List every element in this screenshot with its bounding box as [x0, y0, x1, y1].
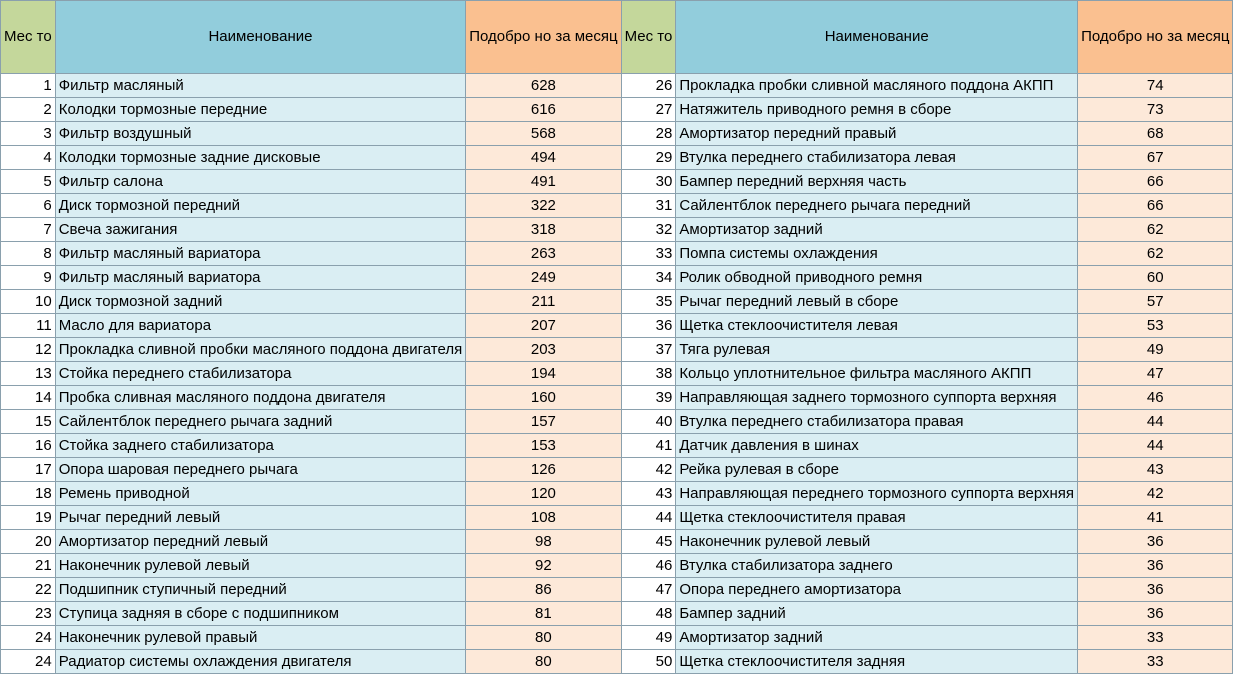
header-row: [1, 1, 1233, 74]
left-name-cell[interactable]: Колодки тормозные задние дисковые: [55, 146, 465, 170]
right-name-cell[interactable]: Амортизатор задний: [676, 626, 1078, 650]
left-place-cell[interactable]: 6: [1, 194, 56, 218]
header-count-right[interactable]: [1078, 1, 1233, 74]
right-place-cell[interactable]: 34: [621, 266, 676, 290]
right-count-cell[interactable]: 49: [1078, 338, 1233, 362]
left-place-cell[interactable]: 18: [1, 482, 56, 506]
right-name-cell[interactable]: Помпа системы охлаждения: [676, 242, 1078, 266]
right-count-cell[interactable]: 33: [1078, 626, 1233, 650]
table-body: [1, 74, 1233, 674]
left-name-cell[interactable]: Диск тормозной задний: [55, 290, 465, 314]
table-row: [1, 146, 1233, 170]
left-place-cell[interactable]: 23: [1, 602, 56, 626]
right-name-cell[interactable]: Щетка стеклоочистителя левая: [676, 314, 1078, 338]
right-place-cell[interactable]: 32: [621, 218, 676, 242]
header-name-label: Наименование: [824, 28, 929, 45]
left-name-cell[interactable]: Фильтр масляный: [55, 74, 465, 98]
left-name-cell[interactable]: Фильтр масляный вариатора: [55, 242, 465, 266]
right-name-cell[interactable]: Наконечник рулевой левый: [676, 530, 1078, 554]
left-count-cell[interactable]: 322: [466, 194, 621, 218]
left-count-cell[interactable]: 120: [466, 482, 621, 506]
right-name-cell[interactable]: Втулка переднего стабилизатора правая: [676, 410, 1078, 434]
table-row: [1, 218, 1233, 242]
table-row: [1, 650, 1233, 674]
right-name-cell[interactable]: Кольцо уплотнительное фильтра масляного АКПП: [676, 362, 1078, 386]
right-place-cell[interactable]: 36: [621, 314, 676, 338]
right-place-cell[interactable]: 44: [621, 506, 676, 530]
left-name-cell[interactable]: Фильтр салона: [55, 170, 465, 194]
right-name-cell[interactable]: Амортизатор задний: [676, 218, 1078, 242]
left-count-cell[interactable]: 157: [466, 410, 621, 434]
right-name-cell[interactable]: Ролик обводной приводного ремня: [676, 266, 1078, 290]
right-count-cell[interactable]: 67: [1078, 146, 1233, 170]
right-place-cell[interactable]: 37: [621, 338, 676, 362]
header-place[interactable]: [1, 1, 56, 74]
header-place-label: Мес то: [624, 28, 673, 45]
right-place-cell[interactable]: 33: [621, 242, 676, 266]
left-count-cell[interactable]: 249: [466, 266, 621, 290]
right-place-cell[interactable]: 31: [621, 194, 676, 218]
right-name-cell[interactable]: Бампер передний верхняя часть: [676, 170, 1078, 194]
left-name-cell[interactable]: Колодки тормозные передние: [55, 98, 465, 122]
left-place-cell[interactable]: 4: [1, 146, 56, 170]
right-place-cell[interactable]: 39: [621, 386, 676, 410]
table-row: [1, 506, 1233, 530]
left-name-cell[interactable]: Свеча зажигания: [55, 218, 465, 242]
left-place-cell[interactable]: 16: [1, 434, 56, 458]
header-place-right[interactable]: [621, 1, 676, 74]
left-name-cell[interactable]: Рычаг передний левый: [55, 506, 465, 530]
left-name-cell[interactable]: Подшипник ступичный передний: [55, 578, 465, 602]
table-row: [1, 290, 1233, 314]
left-name-cell[interactable]: Наконечник рулевой левый: [55, 554, 465, 578]
left-count-cell[interactable]: 318: [466, 218, 621, 242]
right-count-cell[interactable]: 68: [1078, 122, 1233, 146]
left-place-cell[interactable]: 17: [1, 458, 56, 482]
right-place-cell[interactable]: 38: [621, 362, 676, 386]
left-count-cell[interactable]: 494: [466, 146, 621, 170]
left-place-cell[interactable]: 7: [1, 218, 56, 242]
left-name-cell[interactable]: Наконечник рулевой правый: [55, 626, 465, 650]
right-place-cell[interactable]: 50: [621, 650, 676, 674]
left-count-cell[interactable]: 81: [466, 602, 621, 626]
table-row: [1, 242, 1233, 266]
left-place-cell[interactable]: 9: [1, 266, 56, 290]
right-name-cell[interactable]: Опора переднего амортизатора: [676, 578, 1078, 602]
right-place-cell[interactable]: 43: [621, 482, 676, 506]
right-count-cell[interactable]: 66: [1078, 170, 1233, 194]
left-count-cell[interactable]: 86: [466, 578, 621, 602]
left-count-cell[interactable]: 211: [466, 290, 621, 314]
right-name-cell[interactable]: Тяга рулевая: [676, 338, 1078, 362]
right-place-cell[interactable]: 49: [621, 626, 676, 650]
right-count-cell[interactable]: 42: [1078, 482, 1233, 506]
left-name-cell[interactable]: Стойка переднего стабилизатора: [55, 362, 465, 386]
left-place-cell[interactable]: 19: [1, 506, 56, 530]
right-place-cell[interactable]: 41: [621, 434, 676, 458]
left-name-cell[interactable]: Радиатор системы охлаждения двигателя: [55, 650, 465, 674]
left-count-cell[interactable]: 616: [466, 98, 621, 122]
left-count-cell[interactable]: 194: [466, 362, 621, 386]
table-row: [1, 578, 1233, 602]
header-name-label: Наименование: [208, 28, 313, 45]
table-row: [1, 482, 1233, 506]
left-place-cell[interactable]: 10: [1, 290, 56, 314]
right-count-cell[interactable]: 36: [1078, 602, 1233, 626]
left-count-cell[interactable]: 568: [466, 122, 621, 146]
table-row: [1, 362, 1233, 386]
right-place-cell[interactable]: 40: [621, 410, 676, 434]
table-row: [1, 386, 1233, 410]
left-count-cell[interactable]: 203: [466, 338, 621, 362]
left-name-cell[interactable]: Ступица задняя в сборе с подшипником: [55, 602, 465, 626]
right-place-cell[interactable]: 35: [621, 290, 676, 314]
left-name-cell[interactable]: Сайлентблок переднего рычага задний: [55, 410, 465, 434]
left-name-cell[interactable]: Стойка заднего стабилизатора: [55, 434, 465, 458]
left-count-cell[interactable]: 80: [466, 650, 621, 674]
left-count-cell[interactable]: 160: [466, 386, 621, 410]
left-count-cell[interactable]: 80: [466, 626, 621, 650]
right-name-cell[interactable]: Прокладка пробки сливной масляного поддона АКПП: [676, 74, 1078, 98]
left-place-cell[interactable]: 8: [1, 242, 56, 266]
left-place-cell[interactable]: 13: [1, 362, 56, 386]
left-name-cell[interactable]: Диск тормозной передний: [55, 194, 465, 218]
table-row: [1, 410, 1233, 434]
left-count-cell[interactable]: 263: [466, 242, 621, 266]
left-place-cell[interactable]: 2: [1, 98, 56, 122]
right-place-cell[interactable]: 47: [621, 578, 676, 602]
left-place-cell[interactable]: 3: [1, 122, 56, 146]
right-place-cell[interactable]: 46: [621, 554, 676, 578]
left-count-cell[interactable]: 153: [466, 434, 621, 458]
left-name-cell[interactable]: Фильтр воздушный: [55, 122, 465, 146]
table-row: [1, 338, 1233, 362]
right-name-cell[interactable]: Амортизатор передний правый: [676, 122, 1078, 146]
left-count-cell[interactable]: 207: [466, 314, 621, 338]
left-place-cell[interactable]: 15: [1, 410, 56, 434]
right-place-cell[interactable]: 26: [621, 74, 676, 98]
left-name-cell[interactable]: Опора шаровая переднего рычага: [55, 458, 465, 482]
right-name-cell[interactable]: Рычаг передний левый в сборе: [676, 290, 1078, 314]
left-place-cell[interactable]: 20: [1, 530, 56, 554]
right-count-cell[interactable]: 43: [1078, 458, 1233, 482]
table-row: [1, 530, 1233, 554]
right-name-cell[interactable]: Рейка рулевая в сборе: [676, 458, 1078, 482]
right-place-cell[interactable]: 29: [621, 146, 676, 170]
right-name-cell[interactable]: Втулка стабилизатора заднего: [676, 554, 1078, 578]
right-name-cell[interactable]: Направляющая переднего тормозного суппорта верхняя: [676, 482, 1078, 506]
table-row: [1, 458, 1233, 482]
left-name-cell[interactable]: Ремень приводной: [55, 482, 465, 506]
right-count-cell[interactable]: 62: [1078, 242, 1233, 266]
header-count-label: Подобро но за месяц: [1081, 28, 1230, 45]
left-count-cell[interactable]: 628: [466, 74, 621, 98]
table-row: [1, 266, 1233, 290]
left-count-cell[interactable]: 98: [466, 530, 621, 554]
right-count-cell[interactable]: 66: [1078, 194, 1233, 218]
left-place-cell[interactable]: 11: [1, 314, 56, 338]
right-name-cell[interactable]: Натяжитель приводного ремня в сборе: [676, 98, 1078, 122]
table-row: [1, 194, 1233, 218]
right-count-cell[interactable]: 53: [1078, 314, 1233, 338]
right-place-cell[interactable]: 30: [621, 170, 676, 194]
right-count-cell[interactable]: 57: [1078, 290, 1233, 314]
left-name-cell[interactable]: Фильтр масляный вариатора: [55, 266, 465, 290]
right-count-cell[interactable]: 36: [1078, 530, 1233, 554]
left-place-cell[interactable]: 21: [1, 554, 56, 578]
left-name-cell[interactable]: Амортизатор передний левый: [55, 530, 465, 554]
table-row: [1, 74, 1233, 98]
right-count-cell[interactable]: 41: [1078, 506, 1233, 530]
left-place-cell[interactable]: 24: [1, 650, 56, 674]
right-count-cell[interactable]: 73: [1078, 98, 1233, 122]
table-row: [1, 170, 1233, 194]
right-name-cell[interactable]: Бампер задний: [676, 602, 1078, 626]
right-place-cell[interactable]: 27: [621, 98, 676, 122]
right-name-cell[interactable]: Щетка стеклоочистителя правая: [676, 506, 1078, 530]
right-count-cell[interactable]: 74: [1078, 74, 1233, 98]
right-name-cell[interactable]: Сайлентблок переднего рычага передний: [676, 194, 1078, 218]
right-name-cell[interactable]: Втулка переднего стабилизатора левая: [676, 146, 1078, 170]
left-place-cell[interactable]: 22: [1, 578, 56, 602]
right-count-cell[interactable]: 46: [1078, 386, 1233, 410]
left-place-cell[interactable]: 14: [1, 386, 56, 410]
table-row: [1, 122, 1233, 146]
left-count-cell[interactable]: 491: [466, 170, 621, 194]
header-count-label: Подобро но за месяц: [469, 28, 618, 45]
left-place-cell[interactable]: 12: [1, 338, 56, 362]
right-place-cell[interactable]: 45: [621, 530, 676, 554]
left-name-cell[interactable]: Пробка сливная масляного поддона двигателя: [55, 386, 465, 410]
right-count-cell[interactable]: 36: [1078, 578, 1233, 602]
left-name-cell[interactable]: Масло для вариатора: [55, 314, 465, 338]
header-count[interactable]: [466, 1, 621, 74]
right-count-cell[interactable]: 44: [1078, 410, 1233, 434]
right-count-cell[interactable]: 36: [1078, 554, 1233, 578]
table-row: [1, 434, 1233, 458]
table-row: [1, 602, 1233, 626]
left-count-cell[interactable]: 126: [466, 458, 621, 482]
table-row: [1, 98, 1233, 122]
table-row: [1, 554, 1233, 578]
left-count-cell[interactable]: 108: [466, 506, 621, 530]
table-row: [1, 314, 1233, 338]
right-name-cell[interactable]: Датчик давления в шинах: [676, 434, 1078, 458]
header-name[interactable]: [55, 1, 465, 74]
right-count-cell[interactable]: 47: [1078, 362, 1233, 386]
left-place-cell[interactable]: 1: [1, 74, 56, 98]
right-count-cell[interactable]: 44: [1078, 434, 1233, 458]
right-name-cell[interactable]: Направляющая заднего тормозного суппорта верхняя: [676, 386, 1078, 410]
left-place-cell[interactable]: 5: [1, 170, 56, 194]
header-name-right[interactable]: [676, 1, 1078, 74]
table-row: [1, 626, 1233, 650]
right-count-cell[interactable]: 62: [1078, 218, 1233, 242]
right-name-cell[interactable]: Щетка стеклоочистителя задняя: [676, 650, 1078, 674]
left-name-cell[interactable]: Прокладка сливной пробки масляного поддона двигателя: [55, 338, 465, 362]
right-place-cell[interactable]: 48: [621, 602, 676, 626]
header-place-label: Мес то: [4, 28, 52, 45]
left-count-cell[interactable]: 92: [466, 554, 621, 578]
right-count-cell[interactable]: 60: [1078, 266, 1233, 290]
right-count-cell[interactable]: 33: [1078, 650, 1233, 674]
left-place-cell[interactable]: 24: [1, 626, 56, 650]
right-place-cell[interactable]: 42: [621, 458, 676, 482]
right-place-cell[interactable]: 28: [621, 122, 676, 146]
